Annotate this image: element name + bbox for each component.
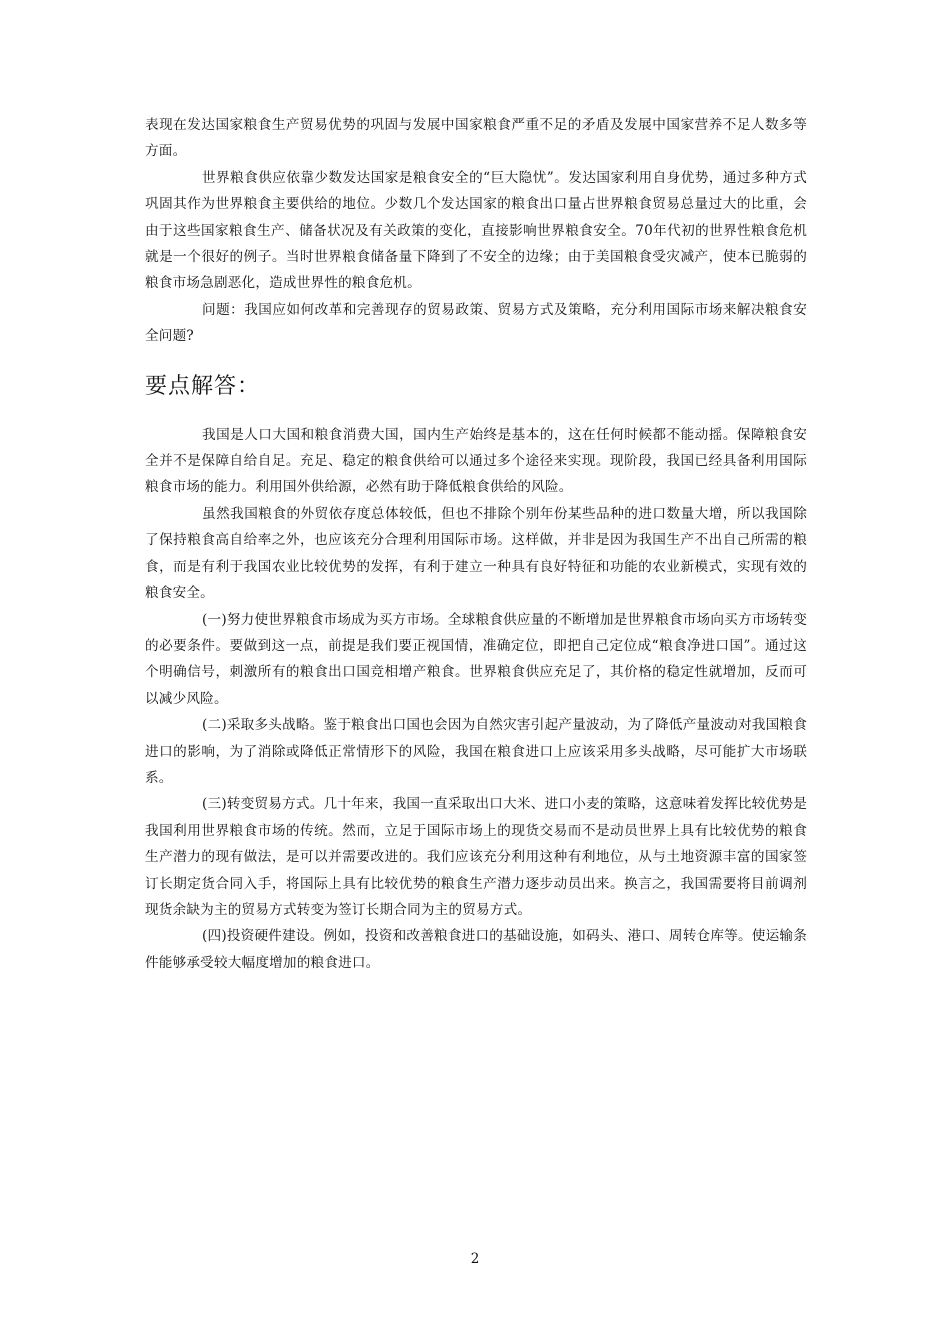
page-number: 2 — [470, 1251, 480, 1267]
answer-point-3: (三)转变贸易方式。几十年来，我国一直采取出口大米、进口小麦的策略，这意味着发挥比较优势是我国利用世界粮食市场的传统。然而，立足于国际市场上的现货交易而不是动员世界上具有比较优势的粮食生产潜力的现有做法，是可以并需要改进的。我们应该充分利用这种有利地位，从与土地资源丰富的国家签订长期定货合同入手，将国际上具有比较优势的粮食生产潜力逐步动员出来。换言之，我国需要将目前调剂现货余缺为主的贸易方式转变为签订长期合同为主的贸易方式。 — [145, 796, 807, 918]
answer-point-1: (一)努力使世界粮食市场成为买方市场。全球粮食供应量的不断增加是世界粮食市场向买方市场转变的必要条件。要做到这一点，前提是我们要正视国情，准确定位，即把自己定位成“粮食净进口国”。通过这个明确信号，刺激所有的粮食出口国竞相增产粮食。世界粮食供应充足了，其价格的稳定性就增加，反而可以减少风险。 — [145, 611, 807, 707]
answer-paragraph-2: 虽然我国粮食的外贸依存度总体较低，但也不排除个别年份某些品种的进口数量大增，所以我国除了保持粮食高自给率之外，也应该充分合理利用国际市场。这样做，并非是因为我国生产不出自己所需的粮食，而是有利于我国农业比较优势的发挥，有利于建立一种具有良好特征和功能的农业新模式，实现有效的粮食安全。 — [145, 505, 807, 602]
intro-paragraph-2: 世界粮食供应依靠少数发达国家是粮食安全的“巨大隐忧”。发达国家利用自身优势，通过多种方式巩固其作为世界粮食主要供给的地位。少数几个发达国家的粮食出口量占世界粮食贸易总量过大的比重，会由于这些国家粮食生产、储备状况及有关政策的变化，直接影响世界粮食安全。70年代初的世界性粮食危机就是一个很好的例子。当时世界粮食储备量下降到了不安全的边缘；由于美国粮食受灾减产，使本已脆弱的粮食市场急剧恶化，造成世界性的粮食危机。 — [145, 169, 807, 292]
section-heading: 要点解答： — [145, 373, 261, 399]
answer-paragraph-1: 我国是人口大国和粮食消费大国，国内生产始终是基本的，这在任何时候都不能动摇。保障粮食安全并不是保障自给自足。充足、稳定的粮食供给可以通过多个途径来实现。现阶段，我国已经具备利用国际粮食市场的能力。利用国外供给源，必然有助于降低粮食供给的风险。 — [145, 426, 807, 496]
answer-point-2: (二)采取多头战略。鉴于粮食出口国也会因为自然灾害引起产量波动，为了降低产量波动对我国粮食进口的影响，为了消除或降低正常情形下的风险，我国在粮食进口上应该采用多头战略，尽可能扩大市场联系。 — [145, 717, 807, 786]
intro-paragraph-1: 表现在发达国家粮食生产贸易优势的巩固与发展中国家粮食严重不足的矛盾及发展中国家营养不足人数多等方面。 — [145, 117, 807, 160]
document-body — [145, 112, 807, 976]
question-paragraph: 问题：我国应如何改革和完善现存的贸易政策、贸易方式及策略，充分利用国际市场来解决粮食安全问题? — [145, 301, 807, 345]
answer-point-4: (四)投资硬件建设。例如，投资和改善粮食进口的基础设施，如码头、港口、周转仓库等。使运输条件能够承受较大幅度增加的粮食进口。 — [145, 928, 807, 971]
